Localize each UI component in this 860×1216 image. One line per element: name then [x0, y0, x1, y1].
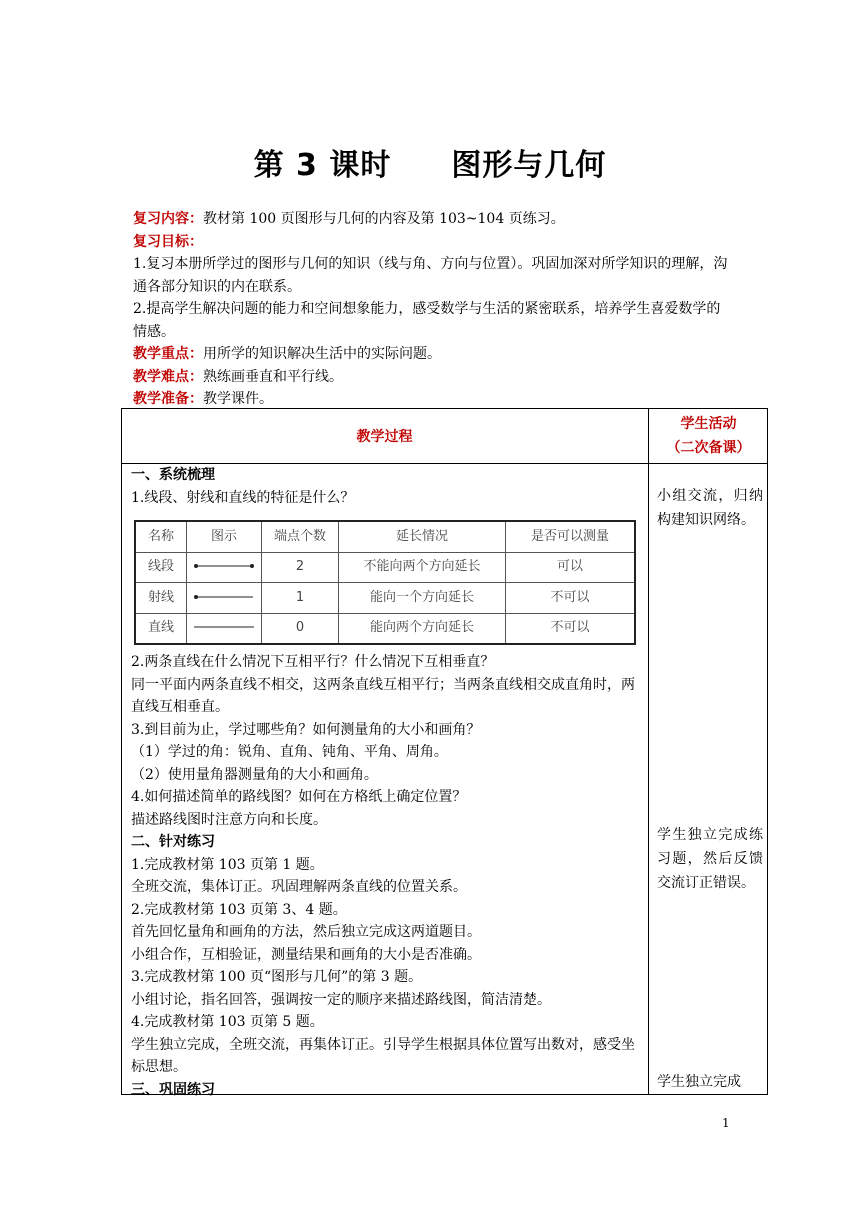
header-activity-sub: （二次备课） [666, 439, 751, 456]
row-name: 射线 [135, 583, 187, 614]
practice-2-note-b: 小组合作，互相验证，测量结果和画角的大小是否准确。 [131, 946, 481, 963]
review-goal-label: 复习目标： [133, 233, 203, 250]
practice-3: 3.完成教材第 100 页“图形与几何”的第 3 题。 [131, 969, 423, 985]
practice-2: 2.完成教材第 103 页第 3、4 题。 [131, 901, 347, 918]
row-extend: 能向两个方向延长 [339, 613, 506, 644]
row-extend: 不能向两个方向延长 [339, 552, 506, 583]
practice-1: 1.完成教材第 103 页第 1 题。 [131, 856, 324, 873]
question-3: 3.到目前为止，学过哪些角？如何测量角的大小和画角？ [131, 721, 481, 738]
answer-3-2: （2）使用量角器测量角的大小和画角。 [131, 766, 378, 783]
header-activity [649, 408, 768, 463]
practice-3-note: 小组讨论，指名回答，强调按一定的顺序来描述路线图，简洁清楚。 [131, 991, 551, 1008]
row-measure: 不可以 [506, 583, 636, 614]
question-1: 1.线段、射线和直线的特征是什么？ [131, 489, 355, 506]
review-content-text: 教材第 100 页图形与几何的内容及第 103~104 页练习。 [203, 211, 565, 227]
review-goal-2: 2.提高学生解决问题的能力和空间想象能力，感受数学与生活的紧密联系，培养学生喜爱数学的情感。 [133, 301, 721, 340]
review-goal-1: 1.复习本册所学过的图形与几何的知识（线与角、方向与位置）。巩固加深对所学知识的理解，沟通各部分知识的内在联系。 [133, 256, 728, 295]
feature-col-measure: 是否可以测量 [506, 521, 636, 552]
section-heading-1: 一、系统梳理 [131, 467, 215, 483]
row-endpoints: 2 [262, 552, 339, 583]
teaching-prep-label: 教学准备： [133, 391, 203, 407]
answer-2: 同一平面内两条直线不相交，这两条直线互相平行；当两条直线相交成直角时，两直线互相垂直。 [131, 676, 635, 715]
table-row [135, 583, 635, 614]
feature-col-name: 名称 [135, 521, 187, 552]
teaching-difficulty-label: 教学难点： [133, 368, 203, 385]
section-heading-2: 二、针对练习 [131, 834, 215, 850]
feature-col-figure: 图示 [187, 521, 262, 552]
answer-4: 描述路线图时注意方向和长度。 [131, 811, 327, 828]
ray-icon [187, 583, 262, 614]
feature-col-endpoints: 端点个数 [262, 521, 339, 552]
practice-1-note: 全班交流，集体订正。巩固理解两条直线的位置关系。 [131, 879, 467, 895]
question-4: 4.如何描述简单的路线图？如何在方格纸上确定位置？ [131, 789, 467, 805]
teaching-key-label: 教学重点： [133, 346, 203, 362]
table-row [135, 552, 635, 583]
title-topic: 图形与几何 [451, 148, 607, 183]
column-divider [648, 408, 649, 1095]
row-name: 线段 [135, 552, 187, 583]
review-content [133, 208, 733, 231]
review-content-label: 复习内容： [133, 211, 203, 227]
teaching-difficulty [133, 366, 733, 389]
activity-3-text: 学生独立完成 [657, 1074, 741, 1090]
activity-2-text: 学生独立完成练习题，然后反馈交流订正错误。 [657, 827, 763, 891]
teaching-prep-text: 教学课件。 [203, 391, 273, 407]
activity-1 [657, 484, 763, 532]
page-title [0, 140, 860, 184]
activity-1-text: 小组交流，归纳构建知识网络。 [657, 488, 763, 528]
practice-4: 4.完成教材第 103 页第 5 题。 [131, 1014, 324, 1030]
practice-2-note-a: 首先回忆量角和画角的方法，然后独立完成这两道题目。 [131, 924, 481, 940]
row-name: 直线 [135, 613, 187, 644]
activity-2 [657, 823, 763, 895]
teaching-difficulty-text: 熟练画垂直和平行线。 [203, 368, 343, 385]
activity-3 [657, 1070, 763, 1094]
process-column [131, 464, 643, 1101]
teaching-key [133, 343, 733, 366]
header-activity-title: 学生活动 [680, 415, 737, 432]
review-goal-heading [133, 231, 733, 254]
row-endpoints: 1 [262, 583, 339, 614]
teaching-key-text: 用所学的知识解决生活中的实际问题。 [203, 346, 441, 362]
question-2: 2.两条直线在什么情况下互相平行？什么情况下互相垂直？ [131, 654, 495, 670]
table-row [135, 613, 635, 644]
row-endpoints: 0 [262, 613, 339, 644]
row-measure: 可以 [506, 552, 636, 583]
line-icon [187, 613, 262, 644]
feature-header-row [135, 521, 635, 552]
line-feature-table [134, 520, 636, 645]
section-heading-3: 三、巩固练习 [131, 1081, 215, 1098]
row-measure: 不可以 [506, 613, 636, 644]
header-process: 教学过程 [356, 428, 413, 445]
page-number: 1 [722, 1116, 730, 1130]
feature-col-extend: 延长情况 [339, 521, 506, 552]
practice-4-note: 学生独立完成，全班交流，再集体订正。引导学生根据具体位置写出数对，感受坐标思想。 [131, 1036, 635, 1075]
title-lesson: 第 3 课时 [253, 148, 392, 183]
review-intro [133, 208, 733, 411]
row-extend: 能向一个方向延长 [339, 583, 506, 614]
answer-3-1: （1）学过的角：锐角、直角、钝角、平角、周角。 [131, 744, 448, 760]
segment-icon [187, 552, 262, 583]
